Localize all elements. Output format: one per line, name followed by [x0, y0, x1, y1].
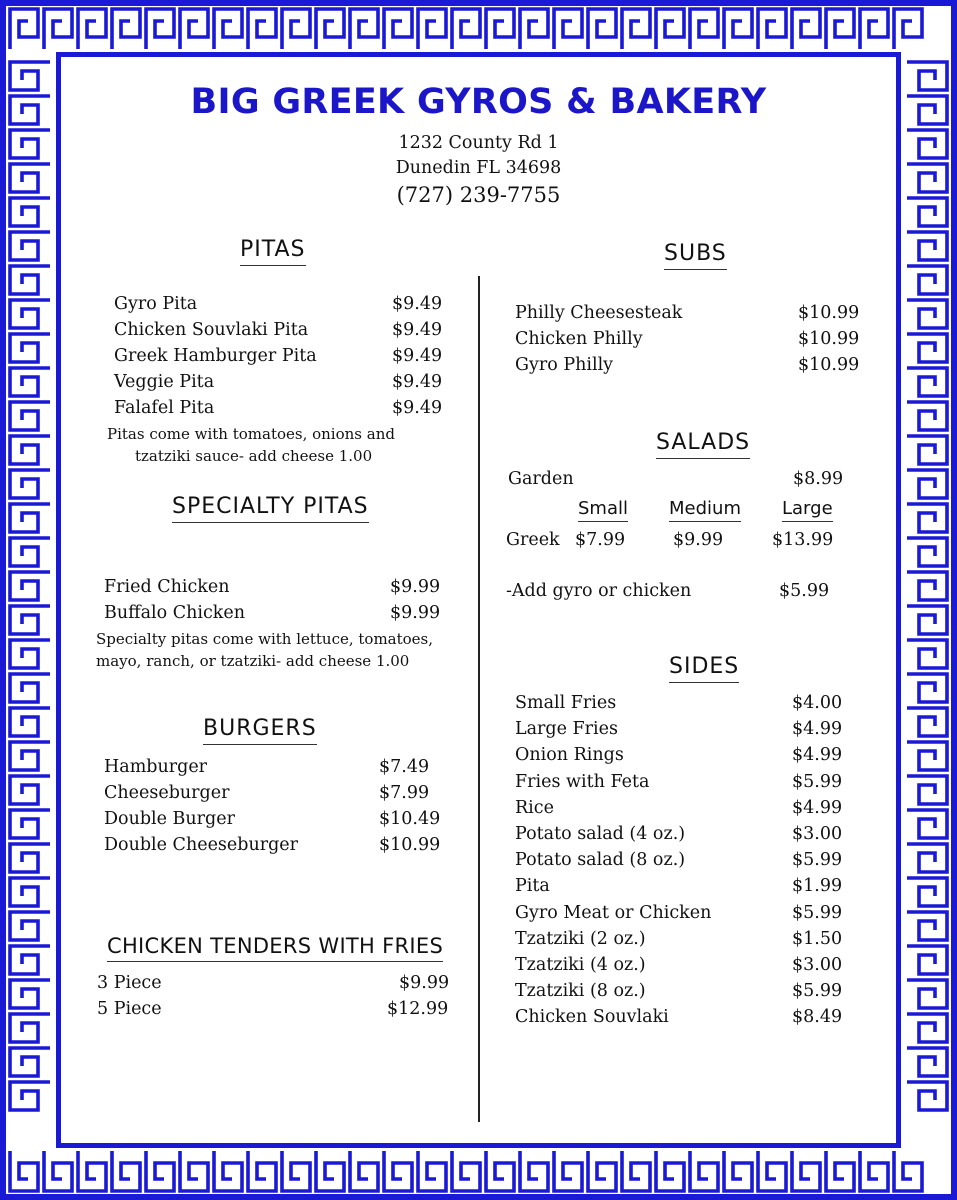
- menu-item-price: $7.49: [379, 757, 430, 777]
- menu-item-price: $8.49: [792, 1007, 843, 1028]
- menu-item-price: $10.49: [379, 809, 441, 829]
- menu-item-name: Gyro Pita: [114, 294, 198, 314]
- chicken-tenders-heading: CHICKEN TENDERS WITH FRIES: [107, 934, 443, 958]
- menu-item-name: Gyro Philly: [515, 355, 614, 375]
- menu-item-price: $1.99: [792, 876, 843, 897]
- menu-item-name: Rice: [515, 797, 554, 818]
- sides-heading: SIDES: [669, 654, 739, 679]
- pitas-heading: PITAS: [240, 237, 306, 262]
- menu-item-name: Tzatziki (4 oz.): [515, 955, 646, 975]
- menu-item-price: $9.49: [392, 346, 443, 366]
- menu-item-price: $5.99: [792, 981, 843, 1002]
- menu-item-price: $9.49: [392, 398, 443, 418]
- pitas-note: Pitas come with tomatoes, onions and: [107, 425, 395, 443]
- menu-item-name: Double Cheeseburger: [104, 835, 299, 855]
- restaurant-street: 1232 County Rd 1: [398, 133, 559, 153]
- menu-item-name: 5 Piece: [97, 999, 162, 1019]
- menu-item-name: Cheeseburger: [104, 783, 230, 803]
- menu-item-name: Philly Cheesesteak: [515, 303, 683, 323]
- menu-item-price: $10.99: [798, 329, 860, 349]
- menu-item-name: Potato salad (8 oz.): [515, 850, 686, 871]
- size-label-medium: Medium: [669, 498, 741, 519]
- menu-item-name: Greek: [506, 530, 560, 550]
- menu-item-price: $4.99: [792, 797, 843, 818]
- menu-item-name: Falafel Pita: [114, 398, 215, 418]
- menu-item-name: Greek Hamburger Pita: [114, 346, 317, 366]
- menu-item-name: Fries with Feta: [515, 771, 650, 792]
- menu-item-name: Double Burger: [104, 809, 235, 829]
- restaurant-name: BIG GREEK GYROS & BAKERY: [190, 82, 767, 122]
- menu-item-name: Tzatziki (8 oz.): [515, 981, 646, 1002]
- size-label-large: Large: [782, 498, 833, 519]
- menu-item-price: $10.99: [798, 355, 860, 375]
- menu-item-name: Potato salad (4 oz.): [515, 824, 686, 844]
- menu-item-price: $10.99: [798, 303, 860, 323]
- menu-item-name: Large Fries: [515, 719, 618, 740]
- menu-item-name: 3 Piece: [97, 973, 162, 993]
- restaurant-phone: (727) 239-7755: [396, 183, 561, 207]
- menu-item-name: -Add gyro or chicken: [506, 581, 692, 601]
- menu-item-name: Gyro Meat or Chicken: [515, 902, 712, 923]
- menu-item-price: $4.00: [792, 693, 843, 713]
- menu-item-price: $4.99: [792, 719, 843, 740]
- menu-item-price: $10.99: [379, 835, 441, 855]
- menu-panel: [64, 60, 887, 1138]
- menu-item-price: $9.99: [390, 577, 441, 597]
- menu-item-name: Pita: [515, 876, 550, 897]
- menu-item-name: Garden: [508, 469, 574, 489]
- burgers-heading: BURGERS: [203, 716, 317, 741]
- menu-item-price: $5.99: [792, 771, 843, 792]
- menu-item-price: $9.99: [399, 973, 450, 993]
- menu-item-price: $4.99: [792, 745, 843, 766]
- menu-item-name: Chicken Souvlaki: [515, 1007, 669, 1028]
- menu-item-price: $7.99: [379, 783, 430, 803]
- menu-item-price-medium: $9.99: [673, 530, 724, 550]
- menu-item-price: $3.00: [792, 824, 843, 844]
- menu-item-price: $12.99: [387, 999, 449, 1019]
- menu-item-name: Chicken Souvlaki Pita: [114, 320, 309, 340]
- menu-item-name: Veggie Pita: [114, 372, 215, 392]
- menu-item-name: Buffalo Chicken: [104, 603, 245, 623]
- menu-item-price: $8.99: [793, 469, 844, 489]
- menu-item-price: $1.50: [792, 928, 843, 949]
- menu-item-price: $9.49: [392, 372, 443, 392]
- pitas-note: tzatziki sauce- add cheese 1.00: [135, 447, 373, 465]
- specialty-pitas-heading: SPECIALTY PITAS: [172, 494, 369, 519]
- menu-item-name: Chicken Philly: [515, 329, 643, 349]
- menu-item-price: $5.99: [779, 581, 830, 601]
- column-divider: [478, 276, 480, 1122]
- menu-item-name: Small Fries: [515, 693, 617, 713]
- size-label-small: Small: [578, 498, 628, 519]
- specialty-note: Specialty pitas come with lettuce, tomatoes,: [96, 630, 434, 648]
- menu-item-price: $9.49: [392, 294, 443, 314]
- menu-item-name: Onion Rings: [515, 745, 624, 766]
- menu-item-price-small: $7.99: [575, 530, 626, 550]
- subs-heading: SUBS: [664, 241, 727, 266]
- salads-heading: SALADS: [656, 430, 750, 455]
- menu-item-price: $3.00: [792, 955, 843, 975]
- menu-item-price: $9.99: [390, 603, 441, 623]
- specialty-note: mayo, ranch, or tzatziki- add cheese 1.00: [96, 652, 410, 670]
- menu-item-name: Hamburger: [104, 757, 208, 777]
- menu-item-name: Fried Chicken: [104, 577, 230, 597]
- menu-item-name: Tzatziki (2 oz.): [515, 928, 646, 949]
- restaurant-city: Dunedin FL 34698: [395, 158, 562, 178]
- menu-item-price: $5.99: [792, 850, 843, 871]
- menu-item-price: $9.49: [392, 320, 443, 340]
- menu-item-price-large: $13.99: [772, 530, 834, 550]
- menu-item-price: $5.99: [792, 902, 843, 923]
